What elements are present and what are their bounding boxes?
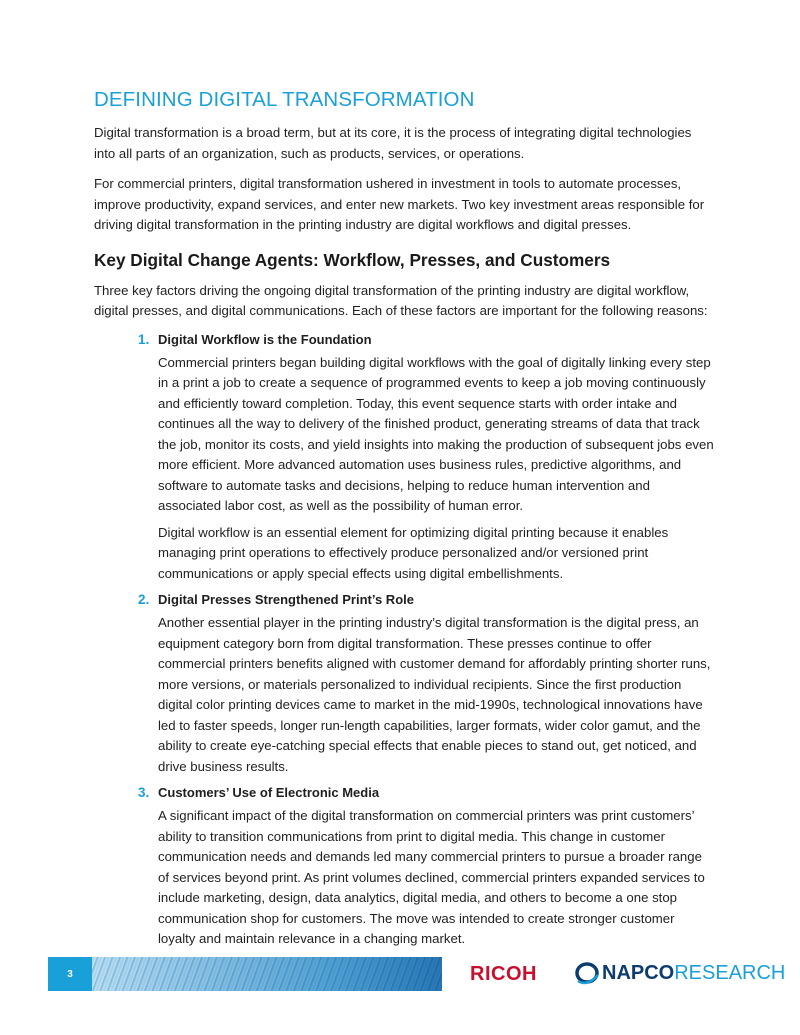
subheading: Key Digital Change Agents: Workflow, Presses, and Customers: [94, 249, 611, 270]
list-item-title: Digital Presses Strengthened Print’s Role: [158, 592, 414, 607]
numbered-list: [138, 332, 714, 950]
research-logo-text: RESEARCH: [674, 961, 786, 984]
napco-research-logo: [574, 961, 785, 985]
ricoh-logo: RICOH: [470, 963, 537, 985]
decorative-stripes: [92, 957, 442, 991]
section-title: DEFINING DIGITAL TRANSFORMATION: [94, 88, 475, 111]
list-number: 1.: [138, 331, 150, 347]
list-item-title: Digital Workflow is the Foundation: [158, 331, 372, 347]
list-item: [138, 785, 714, 950]
list-item: [138, 592, 714, 777]
list-item-paragraph: A significant impact of the digital transformation on commercial printers was print customers’ ability to transition communications from print to digital media. This change in customer communication needs and demands led many commercial printers to pursue a broader range of services beyond print. As print volumes declined, commercial printers expanded services to include marketing, design, data analytics, digital media, and others to become a one stop communication shop for customers. The move was intended to create stronger customer loyalty and maintain relevance in a changing market.: [158, 808, 705, 946]
list-item-heading: [138, 592, 714, 607]
intro-paragraph-2: For commercial printers, digital transformation ushered in investment in tools to automate processes, improve productivity, expand services, and enter new markets. Two key investment areas responsible for driving digital transformation in the printing industry are digital workflows and digital presses.: [94, 176, 705, 232]
subhead-intro: Three key factors driving the ongoing digital transformation of the printing industry are digital workflow, digital presses, and digital communications. Each of these factors are important for the following reasons:: [94, 282, 708, 318]
list-item-heading: [138, 785, 714, 800]
intro-paragraph-1: Digital transformation is a broad term, but at its core, it is the process of integrating digital technologies into all parts of an organization, such as products, services, or operations.: [94, 125, 692, 161]
napco-swoosh-icon: [574, 961, 600, 985]
list-item: [138, 332, 714, 585]
page-footer: [0, 957, 800, 991]
list-number: 2.: [138, 592, 150, 607]
list-number: 3.: [138, 785, 150, 800]
napco-logo-text: NAPCO: [602, 961, 675, 984]
page-number: 3: [48, 957, 92, 991]
list-item-paragraph: Commercial printers began building digital workflows with the goal of digitally linking every step in a print a job to create a sequence of programmed events to keep a job moving continuously and efficiently toward completion. Today, this event sequence starts with order intake and continues all the way to delivery of the finished product, generating streams of data that track the job, monitor its costs, and yield insights into making the production of subsequent jobs even more efficient. More advanced automation uses business rules, predictive algorithms, and software to automate tasks and decisions, helping to reduce human intervention and associated labor cost, as well as the possibility of human error.: [158, 354, 714, 513]
list-item-paragraph: Digital workflow is an essential element for optimizing digital printing because it enables managing print operations to effectively produce personalized and/or versioned print communications or apply special effects using digital embellishments.: [158, 524, 669, 581]
page-content: [94, 88, 714, 958]
list-item-heading: [138, 332, 714, 347]
list-item-paragraph: Another essential player in the printing industry’s digital transformation is the digital press, an equipment category born from digital transformation. These presses continue to offer commercial printers benefits aligned with customer demand for affordably printing shorter runs, more versions, or materials personalized to individual recipients. Since the first production digital color printing devices came to market in the mid-1990s, technological innovations have led to faster speeds, longer run-length capabilities, larger formats, wider color gamut, and the ability to create eye-catching special effects that enable pieces to stand out, get noticed, and drive business results.: [158, 615, 711, 774]
list-item-title: Customers’ Use of Electronic Media: [158, 785, 380, 800]
